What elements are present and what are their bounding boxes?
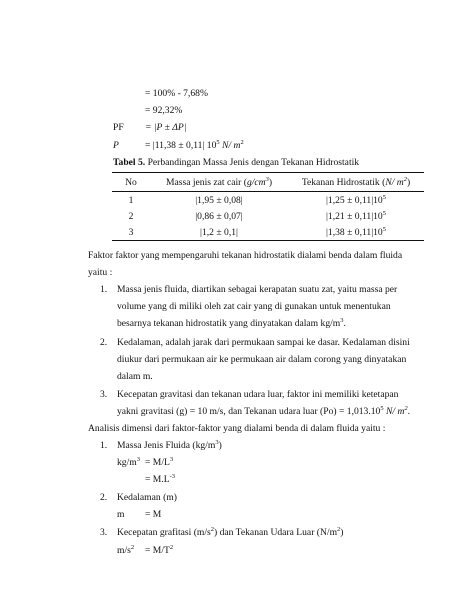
analisis-item-3-title: Kecepatan grafitasi $(m/s^2)$ dan Tekanan Udara Luar $(N/m^2)$: [117, 525, 344, 538]
calc-line-1: = 100% - 7,68%: [145, 88, 208, 99]
header-no: No: [112, 173, 150, 192]
faktor-item-2-line-3: dalam m.: [117, 371, 153, 382]
faktor-item-1-line-3: besarnya tekanan hidrostatik yang dinyatakan dalam $kg/m^3$.: [117, 316, 346, 329]
cell-tekanan: $|1,38 \pm 0,11|10^5$: [288, 224, 424, 241]
analisis-item-number: 3.: [100, 527, 108, 538]
analisis-eq-right: = $M/L^3$: [145, 455, 174, 468]
table-row: [112, 224, 424, 241]
analisis-eq-right: = $M.L^{-3}$: [145, 472, 176, 485]
p-label: P: [113, 140, 119, 151]
table-row: [112, 208, 424, 224]
pf-value: = |P ± ΔP|: [145, 122, 187, 133]
calc-line-2: = 92,32%: [145, 105, 183, 116]
analisis-eq-left: $m/s^2$: [117, 543, 135, 556]
analisis-item-2-title: Kedalaman (m): [117, 492, 177, 503]
p-value: = |11,38 ± 0,11| $10^5$ N/ $m^2$: [145, 138, 244, 151]
faktor-item-number: 1.: [100, 284, 108, 295]
analisis-eq-right: = M: [145, 509, 162, 520]
faktor-item-3-line-2: yakni gravitasi (g) = 10 m/s, dan Tekanan udara luar $(Po) = 1,013.10^5$ N/ $m^2$.: [117, 404, 411, 417]
cell-massa: |1,95 ± 0,08|: [195, 194, 243, 206]
cell-massa: |0,86 ± 0,07|: [195, 210, 243, 222]
faktor-intro-line-2: yaitu :: [88, 267, 113, 278]
cell-no: 1: [128, 194, 134, 206]
cell-no: 3: [112, 224, 150, 241]
faktor-intro-line-1: Faktor faktor yang mempengaruhi tekanan hidrostatik dialami benda dalam fluida: [88, 250, 403, 261]
analisis-item-1-title: Massa Jenis Fluida $(kg/m^3)$: [117, 438, 222, 451]
analisis-eq-right: = $M/T^2$: [145, 543, 174, 556]
header-tekanan: Tekanan Hidrostatik (N/ $m^2$): [288, 173, 424, 192]
analisis-eq-left: m: [117, 509, 125, 520]
table-header-row: [112, 173, 424, 192]
faktor-item-number: 2.: [100, 337, 108, 348]
cell-tekanan: $|1,25 \pm 0,11|10^5$: [326, 193, 386, 206]
analisis-intro: Analisis dimensi dari faktor-faktor yang dialami benda di dalam fluida yaitu :: [88, 423, 386, 434]
faktor-item-1-line-1: Massa jenis fluida, diartikan sebagai kerapatan suatu zat, yaitu massa per: [117, 284, 398, 295]
faktor-item-number: 3.: [100, 389, 108, 400]
cell-no: 2: [128, 210, 134, 222]
comparison-table: [112, 172, 424, 241]
table-caption: Tabel 5. Perbandingan Massa Jenis dengan Tekanan Hidrostatik: [113, 157, 360, 168]
faktor-item-3-line-1: Kecepatan gravitasi dan tekanan udara luar, faktor ini memiliki ketetapan: [117, 389, 399, 400]
cell-massa: |1,2 ± 0,1|: [150, 224, 288, 241]
analisis-item-number: 1.: [100, 440, 108, 451]
table-row: [112, 192, 424, 209]
faktor-item-1-line-2: volume yang di miliki oleh zat cair yang di gunakan untuk menentukan: [117, 301, 391, 312]
pf-label: PF: [113, 122, 124, 133]
analisis-item-number: 2.: [100, 492, 108, 503]
cell-tekanan: $|1,21 \pm 0,11|10^5$: [326, 209, 386, 222]
analisis-eq-left: $kg/m^3$: [117, 455, 140, 468]
faktor-item-2-line-2: diukur dari permukaan air ke permukaan air dalam corong yang dinyatakan: [117, 354, 407, 365]
header-massa: Massa jenis zat cair $(g/cm^3)$: [150, 173, 288, 192]
faktor-item-2-line-1: Kedalaman, adalah jarak dari permukaan sampai ke dasar. Kedalaman disini: [117, 337, 410, 348]
